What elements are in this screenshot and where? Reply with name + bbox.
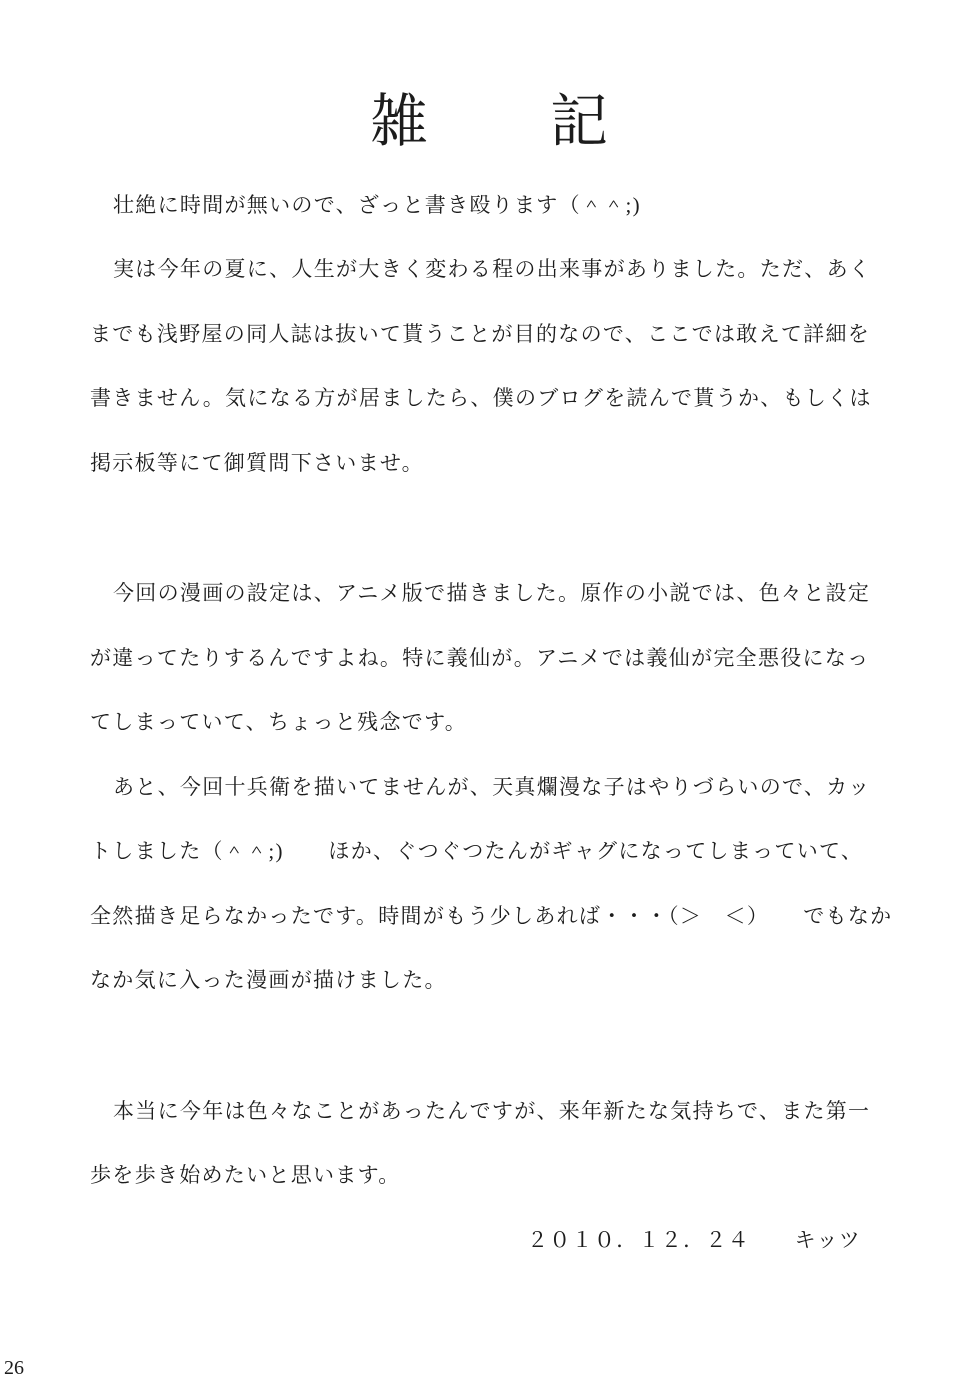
- text-line: 書きません。気になる方が居ましたら、僕のブログを読んで貰うか、もしくは: [90, 386, 872, 410]
- text-line: 実は今年の夏に、人生が大きく変わる程の出来事がありました。ただ、あく: [113, 257, 872, 281]
- text-line: 全然描き足らなかったです。時間がもう少しあれば・・・（＞ ＜） でもなか: [90, 903, 893, 928]
- text-line: 掲示板等にて御質問下さいませ。: [90, 450, 424, 475]
- text-line: 本当に今年は色々なことがあったんですが、来年新たな気持ちで、また第一: [113, 1098, 871, 1123]
- text-line: なか気に入った漫画が描けました。: [90, 968, 447, 992]
- text-line: トしました（＾＾;) ほか、ぐつぐつたんがギャグになってしまっていて、: [90, 839, 864, 863]
- text-line: が違ってたりするんですよね。特に義仙が。アニメでは義仙が完全悪役になっ: [90, 645, 870, 670]
- text-line: てしまっていて、ちょっと残念です。: [90, 710, 467, 734]
- body-text: [90, 159, 893, 1273]
- text-line: 今回の漫画の設定は、アニメ版で描きました。原作の小説では、色々と設定: [113, 581, 871, 605]
- text-line: あと、今回十兵衛を描いてませんが、天真爛漫な子はやりづらいので、カッ: [113, 774, 871, 799]
- text-line: 歩を歩き始めたいと思います。: [90, 1163, 401, 1187]
- page-title: 雑 記: [369, 89, 610, 154]
- page-number: 26: [4, 1357, 24, 1379]
- date-signature: ２０１０．１２．２４ キッツ: [527, 1227, 862, 1252]
- text-line: までも浅野屋の同人誌は抜いて貰うことが目的なので、ここでは敢えて詳細を: [90, 321, 871, 346]
- text-line: 壮絶に時間が無いので、ざっと書き殴ります（＾＾;): [113, 192, 641, 217]
